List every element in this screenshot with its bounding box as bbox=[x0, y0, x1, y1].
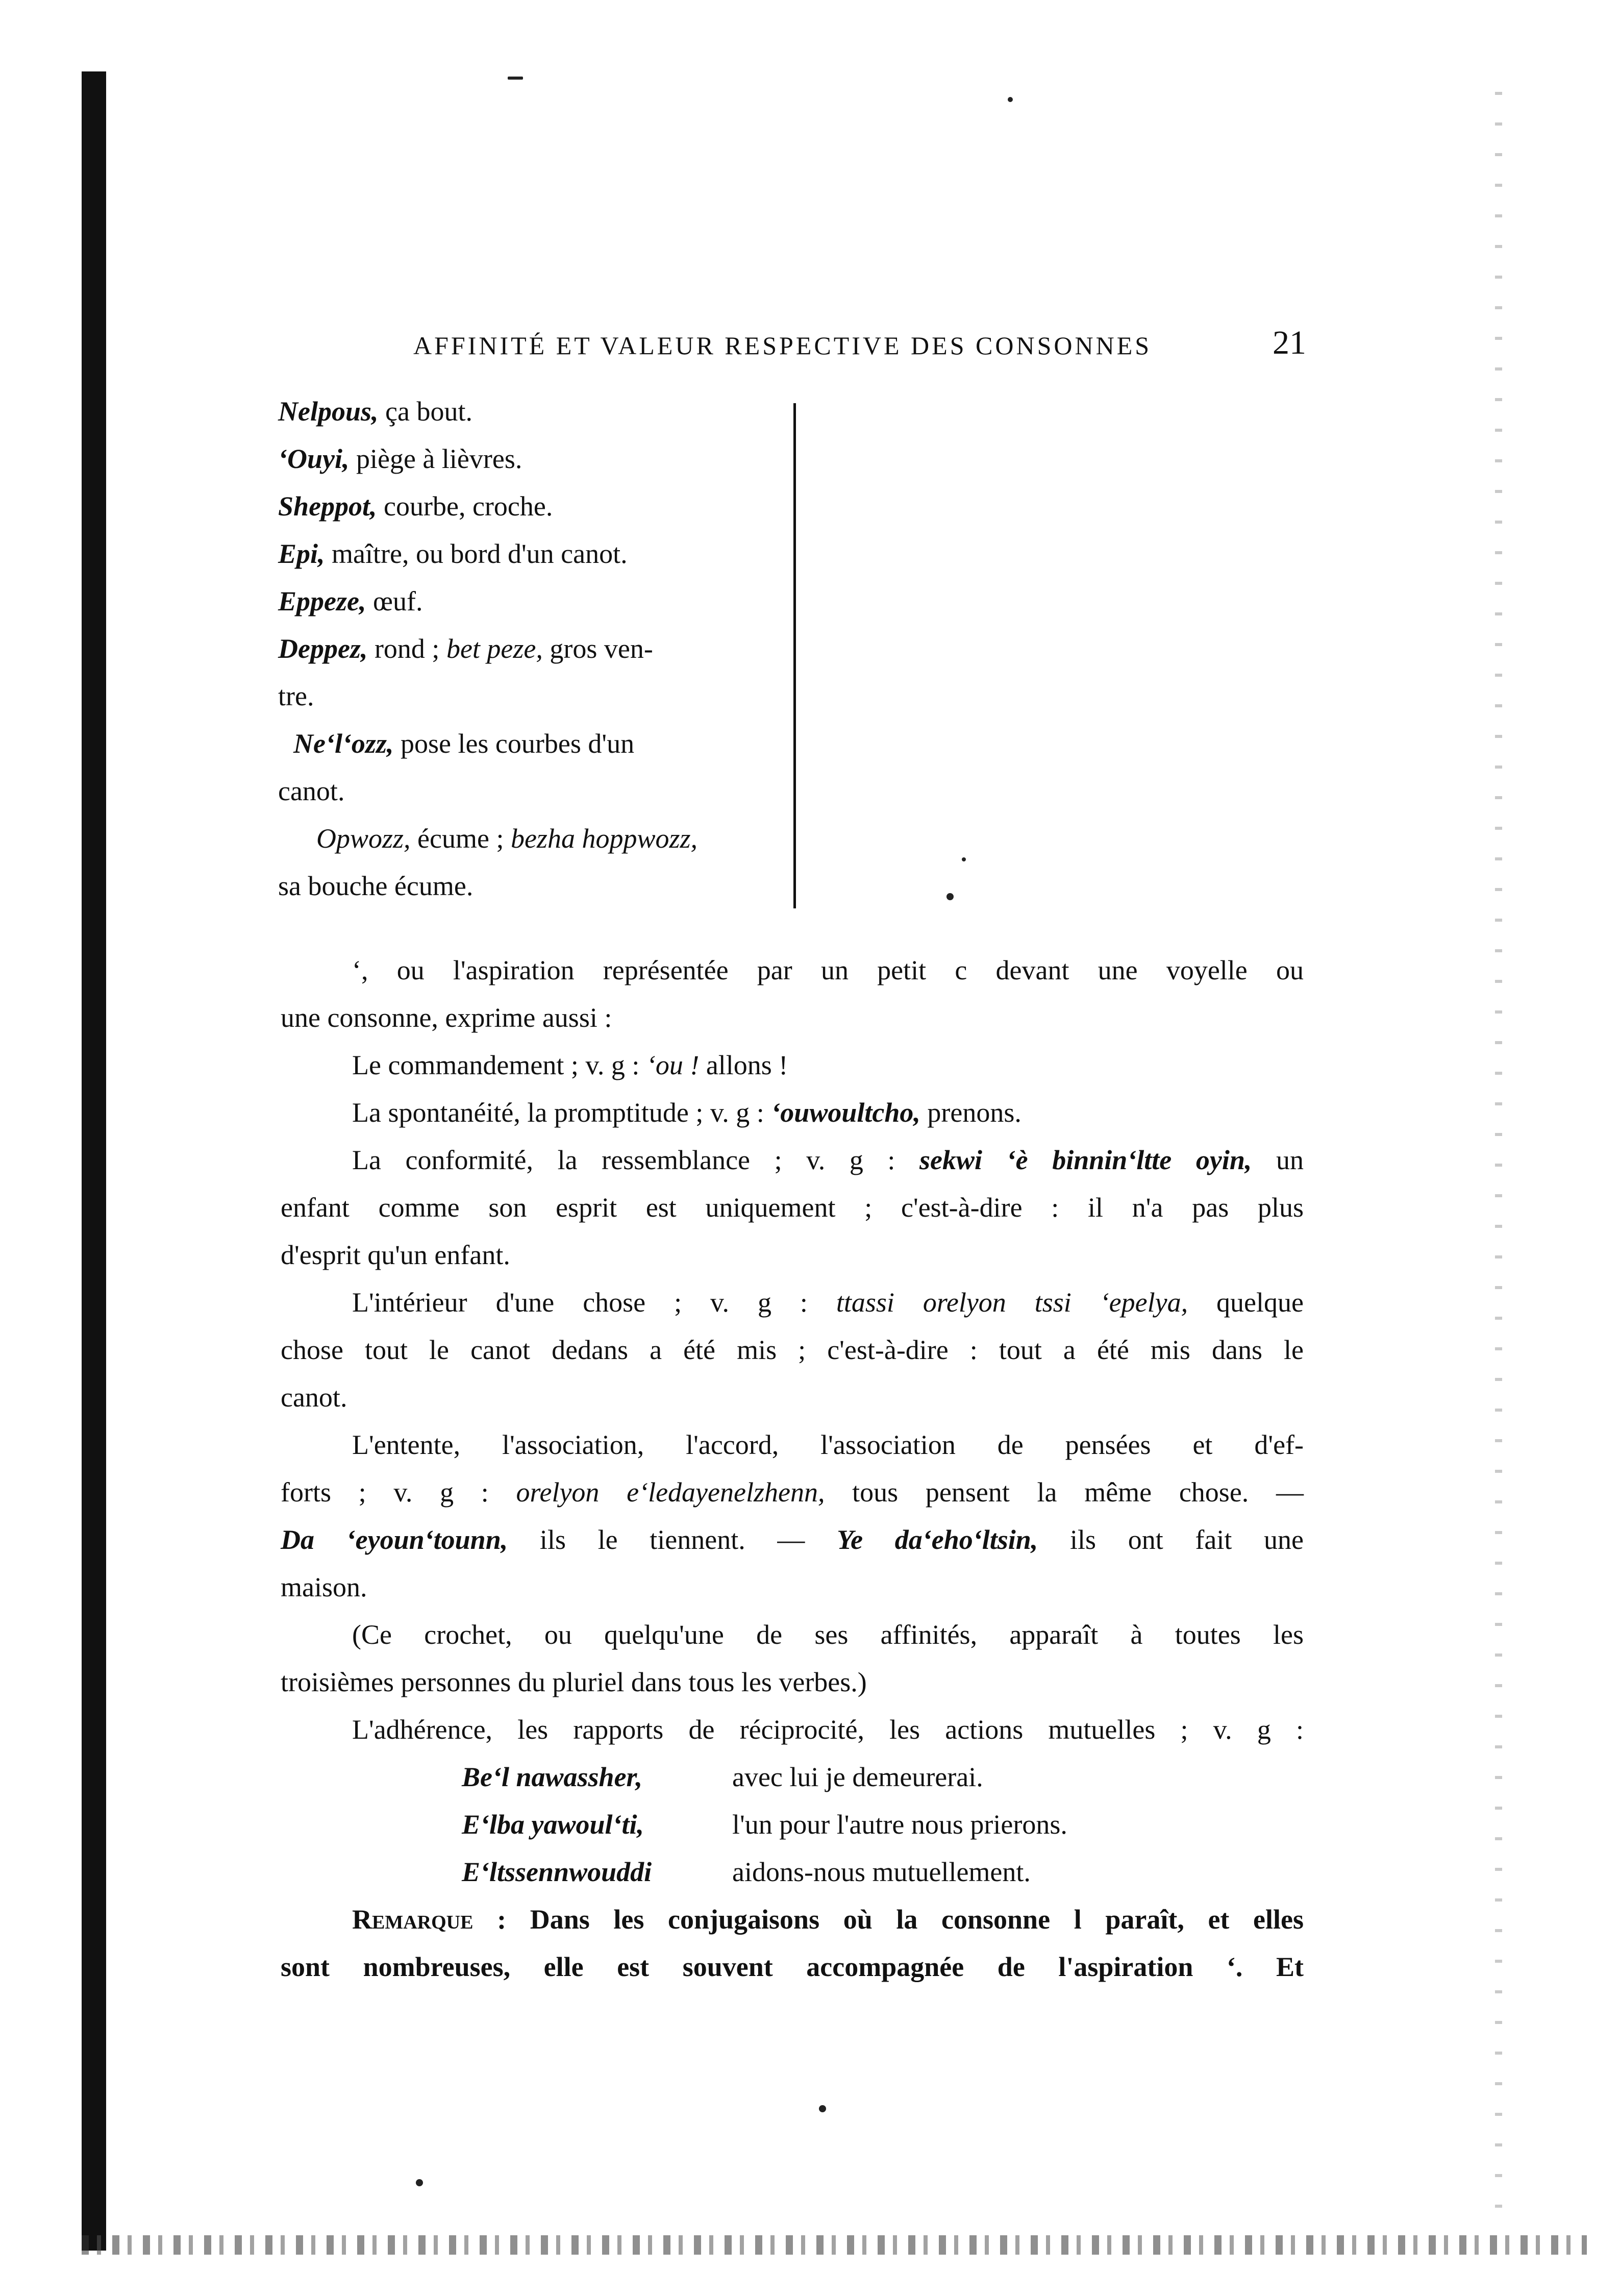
vocab-entry bbox=[278, 530, 793, 578]
text-run: ils ont fait une bbox=[1038, 1524, 1304, 1555]
scan-speck bbox=[962, 857, 966, 861]
running-title: AFFINITÉ ET VALEUR RESPECTIVE DES CONSONNES bbox=[413, 331, 1152, 360]
example-term: Be‘l nawassher, bbox=[462, 1762, 643, 1792]
text-run: ils le tiennent. — bbox=[508, 1524, 837, 1555]
text-line bbox=[281, 1896, 1304, 1943]
vocab-word: Ne‘l‘ozz, bbox=[293, 728, 394, 759]
page-edge-noise bbox=[1495, 92, 1502, 2235]
vocab-word: ‘Ouyi, bbox=[278, 443, 350, 474]
text-run: forts ; v. g : bbox=[281, 1477, 516, 1508]
paragraph-interieur bbox=[281, 1279, 1304, 1421]
scan-speck bbox=[946, 893, 954, 900]
text-line: maison. bbox=[281, 1572, 367, 1602]
text-line: sont nombreuses, elle est souvent accompagnée de l'aspiration ‘. Et bbox=[281, 1952, 1304, 1982]
vocab-gloss-tail: gros ven- bbox=[542, 633, 653, 664]
text-line bbox=[281, 1089, 1304, 1137]
example-gloss: aidons-nous mutuellement. bbox=[732, 1857, 1031, 1887]
vocab-gloss: œuf. bbox=[366, 586, 423, 616]
remark-label: Remarque bbox=[352, 1904, 473, 1935]
vocab-entry bbox=[278, 435, 793, 483]
vocab-word: Opwozz, bbox=[316, 823, 411, 854]
vocab-word: Nelpous, bbox=[278, 396, 379, 427]
example-row bbox=[281, 1754, 1304, 1801]
text-run: L'intérieur d'une chose ; v. g : bbox=[352, 1287, 836, 1318]
vocab-entry bbox=[278, 815, 793, 862]
example-word: ttassi orelyon tssi ‘epelya, bbox=[836, 1287, 1188, 1318]
example-row bbox=[281, 1848, 1304, 1896]
example-word: Ye da‘eho‘ltsin, bbox=[837, 1524, 1038, 1555]
scan-speck bbox=[416, 2179, 423, 2186]
text-run: La conformité, la ressemblance ; v. g : bbox=[352, 1145, 920, 1175]
vocab-text: sa bouche écume. bbox=[278, 871, 473, 901]
text-run: La spontanéité, la promptitude ; v. g : bbox=[352, 1097, 771, 1128]
text-line: enfant comme son esprit est uniquement ; c'est-à-dire : il n'a pas plus bbox=[281, 1192, 1304, 1223]
text-line bbox=[281, 1279, 1304, 1326]
example-term: E‘ltssennwouddi bbox=[462, 1857, 652, 1887]
paragraph-crochet-note bbox=[281, 1611, 1304, 1706]
page-number: 21 bbox=[1273, 324, 1306, 361]
vocab-word: Epi, bbox=[278, 538, 325, 569]
vocab-entry bbox=[278, 625, 793, 673]
vocab-gloss: ça bout. bbox=[378, 396, 472, 427]
text-line bbox=[281, 1469, 1304, 1516]
binding-edge bbox=[82, 71, 106, 2251]
text-line: chose tout le canot dedans a été mis ; c'est-à-dire : tout a été mis dans le bbox=[281, 1335, 1304, 1365]
vocab-entry bbox=[278, 388, 793, 435]
example-list bbox=[281, 1754, 1304, 1896]
vocab-continuation bbox=[278, 673, 793, 720]
text-line bbox=[281, 1516, 1304, 1564]
vocab-continuation bbox=[278, 768, 793, 815]
text-line: ‘, ou l'aspiration représentée par un petit c devant une voyelle ou bbox=[352, 955, 1304, 985]
paragraph-spontaneite bbox=[281, 1089, 1304, 1137]
text-run: tous pensent la même chose. — bbox=[825, 1477, 1304, 1508]
vocab-word: Deppez, bbox=[278, 633, 368, 664]
vocab-gloss: rond ; bbox=[367, 633, 446, 664]
text-line: troisièmes personnes du pluriel dans tous les verbes.) bbox=[281, 1667, 867, 1697]
paragraph-entente bbox=[281, 1421, 1304, 1611]
text-line: L'adhérence, les rapports de réciprocité, les actions mutuelles ; v. g : bbox=[352, 1714, 1304, 1745]
vocab-example: bezha hoppwozz, bbox=[510, 823, 697, 854]
vocab-entry bbox=[278, 720, 793, 768]
text-run: prenons. bbox=[920, 1097, 1021, 1128]
example-gloss: l'un pour l'autre nous prierons. bbox=[732, 1809, 1067, 1840]
example-word: sekwi ‘è binnin‘ltte oyin, bbox=[919, 1145, 1252, 1175]
scan-speck bbox=[1008, 97, 1013, 102]
body-text bbox=[281, 947, 1304, 1991]
vocab-gloss: pose les courbes d'un bbox=[393, 728, 635, 759]
example-row bbox=[281, 1801, 1304, 1848]
vocab-word: Eppeze, bbox=[278, 586, 366, 616]
example-word: Da ‘eyoun‘tounn, bbox=[281, 1524, 508, 1555]
text-line: L'entente, l'association, l'accord, l'association de pensées et d'ef- bbox=[352, 1429, 1304, 1460]
vocab-continuation bbox=[278, 862, 793, 910]
scan-speck bbox=[508, 77, 523, 80]
vocabulary-list bbox=[278, 388, 793, 910]
paragraph-remarque bbox=[281, 1896, 1304, 1991]
vocab-example: bet peze, bbox=[446, 633, 543, 664]
text-run: : Dans les conjugaisons où la consonne l paraît, et elles bbox=[473, 1904, 1304, 1935]
text-line: canot. bbox=[281, 1382, 347, 1413]
text-line: (Ce crochet, ou quelqu'une de ses affinités, apparaît à toutes les bbox=[352, 1619, 1304, 1650]
paragraph-adherence bbox=[281, 1706, 1304, 1754]
example-word: ‘ouwoultcho, bbox=[771, 1097, 920, 1128]
paragraph-conformite bbox=[281, 1137, 1304, 1279]
example-term: E‘lba yawoul‘ti, bbox=[462, 1809, 644, 1840]
column-rule bbox=[793, 403, 796, 908]
vocab-word: Sheppot, bbox=[278, 491, 377, 522]
text-line: une consonne, exprime aussi : bbox=[281, 1002, 612, 1033]
text-line bbox=[281, 1042, 1304, 1089]
vocab-entry bbox=[278, 483, 793, 530]
text-run: allons ! bbox=[699, 1050, 788, 1080]
vocab-text: canot. bbox=[278, 776, 345, 806]
example-word: orelyon e‘ledayenelzhenn, bbox=[516, 1477, 825, 1508]
vocab-gloss: piège à lièvres. bbox=[349, 443, 522, 474]
vocab-gloss: courbe, croche. bbox=[377, 491, 553, 522]
text-run: quelque bbox=[1188, 1287, 1304, 1318]
bottom-edge-noise bbox=[82, 2235, 1587, 2255]
vocab-gloss: écume ; bbox=[410, 823, 511, 854]
text-line bbox=[281, 1137, 1304, 1184]
example-word: ‘ou ! bbox=[646, 1050, 700, 1080]
text-run: un bbox=[1252, 1145, 1304, 1175]
paragraph-commandement bbox=[281, 1042, 1304, 1089]
example-gloss: avec lui je demeurerai. bbox=[732, 1762, 983, 1792]
text-run: Le commandement ; v. g : bbox=[352, 1050, 646, 1080]
paragraph-aspiration bbox=[281, 947, 1304, 1042]
vocab-entry bbox=[278, 578, 793, 625]
page-header bbox=[413, 324, 1306, 362]
vocab-text: tre. bbox=[278, 681, 314, 711]
vocab-gloss: maître, ou bord d'un canot. bbox=[325, 538, 628, 569]
text-line: d'esprit qu'un enfant. bbox=[281, 1240, 510, 1270]
scan-speck bbox=[819, 2105, 826, 2112]
